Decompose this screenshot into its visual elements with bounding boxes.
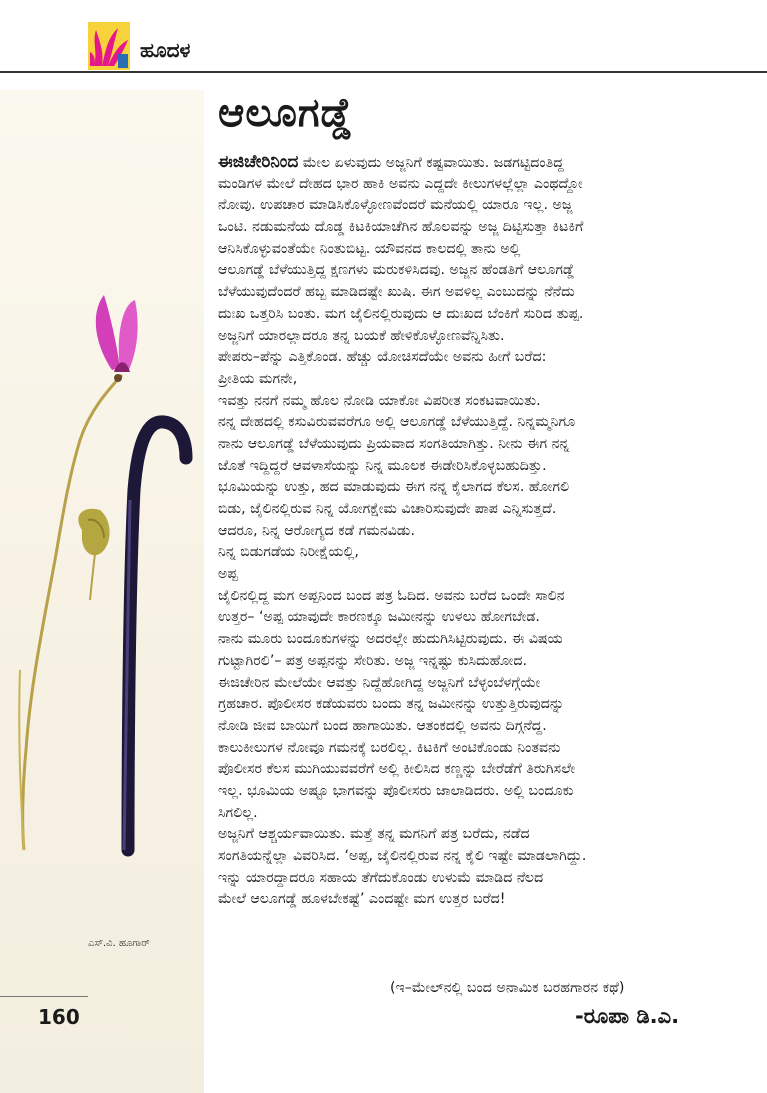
article-line: ಆನಿಸಿಕೊಳ್ಳುವಂತೆಯೇ ನಿಂತುಬಿಟ್ಟ. ಯೌವನದ ಕಾಲದಲ್ಲಿ ತಾನು ಅಲ್ಲಿ — [218, 240, 521, 257]
article-line: ಸಂಗತಿಯನ್ನೆಲ್ಲಾ ವಿವರಿಸಿದ. ‘ಅಪ್ಪ, ಜೈಲಿನಲ್ಲಿರುವ ನನ್ನ ಕೈಲಿ ಇಷ್ಟೇ ಮಾಡಲಾಗಿದ್ದು. — [218, 848, 587, 864]
section-title: ಹೂದಳ — [140, 38, 191, 62]
article-line: ಗ್ರಹಚಾರ. ಪೊಲೀಸರ ಕಡೆಯವರು ಬಂದು ತನ್ನ ಜಮೀನನ್ನು ಉತ್ತುತ್ತಿರುವುದನ್ನು — [218, 696, 565, 713]
article-line — [218, 911, 713, 933]
article-line: ಇವತ್ತು ನನಗೆ ನಮ್ಮ ಹೊಲ ನೋಡಿ ಯಾಕೋ ವಿಪರೀತ ಸಂಕಟವಾಯಿತು. — [218, 392, 541, 409]
article-line: ಅಪ್ಪ — [218, 566, 238, 583]
article-line: ಆದರೂ, ನಿನ್ನ ಆರೋಗ್ಯದ ಕಡೆ ಗಮನವಿಡು. — [218, 522, 415, 539]
article-line: ಮಂಡಿಗಳ ಮೇಲೆ ದೇಹದ ಭಾರ ಹಾಕಿ ಅವನು ಎದ್ದದೇ ಕೀಲುಗಳಲ್ಲೆಲ್ಲಾ ಎಂಥದ್ದೋ — [218, 175, 583, 192]
article-line: ಉತ್ತರ– ‘ಅಪ್ಪ ಯಾವುದೇ ಕಾರಣಕ್ಕೂ ಜಮೀನನ್ನು ಉಳಲು ಹೋಗಬೇಡ. — [218, 609, 540, 626]
article-line: ಗುಟ್ಟಾಗಿರಲಿ’– ಪತ್ರ ಅಪ್ಪನನ್ನು ಸೇರಿತು. ಅಜ್ಜ ಇನ್ನಷ್ಟು ಕುಸಿದುಹೋದ. — [218, 652, 528, 669]
article-line: ನನ್ನ ದೇಹದಲ್ಲಿ ಕಸುವಿರುವವರೆಗೂ ಅಲ್ಲಿ ಆಲೂಗಡ್ಡೆ ಬೆಳೆಯುತ್ತಿದ್ದೆ. ನಿನ್ನಮ್ಮನಿಗೂ — [218, 414, 576, 431]
article-line: ನಾನು ಆಲೂಗಡ್ಡೆ ಬೆಳೆಯುವುದು ಪ್ರಿಯವಾದ ಸಂಗತಿಯಾಗಿತ್ತು. ನೀನು ಈಗ ನನ್ನ — [218, 435, 570, 452]
page-number-divider — [0, 996, 88, 997]
article-line: ಈಜಿಚೇರಿನ ಮೇಲೆಯೇ ಆವತ್ತು ನಿದ್ದೆಹೋಗಿದ್ದ ಅಜ್ಜನಿಗೆ ಬೆಳ್ಳಂಬೆಳಗ್ಗೆಯೇ — [218, 674, 541, 691]
article-line: ಇಲ್ಲ. ಭೂಮಿಯ ಅಷ್ಟೂ ಭಾಗವನ್ನು ಪೊಲೀಸರು ಜಾಲಾಡಿದರು. ಅಲ್ಲಿ ಬಂದೂಕು — [218, 782, 574, 799]
lead-word: ಈಜಿಚೇರಿನಿಂದ — [218, 152, 299, 172]
article-line: ಪ್ರೀತಿಯ ಮಗನೇ, — [218, 370, 298, 387]
article-line: ನೋಡಿ ಜೀವ ಬಾಯಿಗೆ ಬಂದ ಹಾಗಾಯಿತು. ಆತಂಕದಲ್ಲಿ ಅವನು ದಿಗ್ಗನೆದ್ದ. — [218, 717, 547, 734]
article-line — [218, 152, 713, 174]
article-line: ದುಃಖ ಒತ್ತರಿಸಿ ಬಂತು. ಮಗ ಜೈಲಿನಲ್ಲಿರುವುದು ಆ ದುಃಖದ ಬೆಂಕಿಗೆ ಸುರಿದ ತುಪ್ಪ. — [218, 305, 584, 322]
article-line-text: ಮೇಲ ಏಳುವುದು ಅಜ್ಜನಿಗೆ ಕಷ್ಟವಾಯಿತು. ಜಡಗಟ್ಟಿದಂತಿದ್ದ — [298, 155, 564, 171]
article-line: ಮೇಲೆ ಆಲೂಗಡ್ಡೆ ಹೂಳಬೇಕಷ್ಟೆ’ ಎಂದಷ್ಟೇ ಮಗ ಉತ್ತರ ಬರೆದ! — [218, 891, 506, 908]
article-line: ಒಂಟಿ. ನಡುಮನೆಯ ದೊಡ್ಡ ಕಿಟಕಿಯಾಚೆಗಿನ ಹೊಲವನ್ನು ಅಜ್ಜ ದಿಟ್ಟಿಸುತ್ತಾ ಕಿಟಕಿಗೆ — [218, 219, 584, 236]
article-line: ಕಾಲುಕೀಲುಗಳ ನೋವೂ ಗಮನಕ್ಕೆ ಬರಲಿಲ್ಲ. ಕಿಟಕಿಗೆ ಅಂಟಿಕೊಂಡು ನಿಂತವನು — [218, 739, 561, 756]
article-line: ಇನ್ನು ಯಾರದ್ದಾದರೂ ಸಹಾಯ ತೆಗೆದುಕೊಂಡು ಉಳುಮೆ ಮಾಡಿದ ನೆಲದ — [218, 869, 544, 886]
article-title: ಆಲೂಗಡ್ಡೆ — [218, 90, 354, 136]
illustration-panel — [0, 90, 204, 1093]
article-line: ನಿನ್ನ ಬಿಡುಗಡೆಯ ನಿರೀಕ್ಷೆಯಲ್ಲಿ, — [218, 544, 359, 561]
header-divider — [0, 71, 767, 73]
article-line: ಜೊತೆ ಇದ್ದಿದ್ದರೆ ಆವಳಾಸೆಯನ್ನು ನಿನ್ನ ಮೂಲಕ ಈಡೇರಿಸಿಕೊಳ್ಳಬಹುದಿತ್ತು. — [218, 457, 547, 474]
article-line: ಬೆಳೆಯುವುದೆಂದರೆ ಹಬ್ಬ ಮಾಡಿದಷ್ಟೇ ಖುಷಿ. ಈಗ ಅವಳಿಲ್ಲ ಎಂಬುದನ್ನು ನೆನೆದು — [218, 284, 575, 301]
source-note: (ಇ–ಮೇಲ್‌ನಲ್ಲಿ ಬಂದ ಅನಾಮಿಕ ಬರಹಗಾರನ ಕಥೆ) — [390, 980, 625, 996]
illustration-credit: ಎಸ್.ವಿ. ಹೂಗಾರ್ — [88, 938, 150, 949]
article-line: ನಾನು ಮೂರು ಬಂದೂಕುಗಳನ್ನು ಅದರಲ್ಲೇ ಹುದುಗಿಸಿಟ್ಟಿರುವುದು. ಈ ವಿಷಯ — [218, 631, 563, 648]
flower-logo-icon — [88, 22, 130, 70]
article-line: ನೋವು. ಉಪಚಾರ ಮಾಡಿಸಿಕೊಳ್ಳೋಣವೆಂದರೆ ಮನೆಯಲ್ಲಿ ಯಾರೂ ಇಲ್ಲ. ಅಜ್ಜ — [218, 197, 573, 214]
article-line: ಜೈಲಿನಲ್ಲಿದ್ದ ಮಗ ಅಪ್ಪನಿಂದ ಬಂದ ಪತ್ರ ಓದಿದ. ಅವನು ಬರೆದ ಒಂದೇ ಸಾಲಿನ — [218, 587, 565, 604]
article-line: ಅಜ್ಜನಿಗೆ ಯಾರಲ್ಲಾದರೂ ತನ್ನ ಬಯಕೆ ಹೇಳಿಕೊಳ್ಳೋಣವೆನ್ನಿಸಿತು. — [218, 327, 505, 344]
page-number: 160 — [38, 1005, 80, 1029]
article-line: ಸಿಗಲಿಲ್ಲ. — [218, 804, 258, 821]
article-line: ಭೂಮಿಯನ್ನು ಉತ್ತು, ಹದ ಮಾಡುವುದು ಈಗ ನನ್ನ ಕೈಲಾಗದ ಕೆಲಸ. ಹೋಗಲಿ — [218, 479, 570, 496]
article-body — [218, 152, 713, 933]
author-name: -ರೂಪಾ ಡಿ.ಎ. — [575, 1004, 680, 1028]
article-line: ಆಲೂಗಡ್ಡೆ ಬೆಳೆಯುತ್ತಿದ್ದ ಕ್ಷಣಗಳು ಮರುಕಳಿಸಿದವು. ಅಜ್ಜನ ಹೆಂಡತಿಗೆ ಆಲೂಗಡ್ಡೆ — [218, 262, 575, 279]
article-line: ಬಿಡು, ಜೈಲಿನಲ್ಲಿರುವ ನಿನ್ನ ಯೋಗಕ್ಷೇಮ ವಿಚಾರಿಸುವುದೇ ಪಾಪ ಎನ್ನಿಸುತ್ತದೆ. — [218, 501, 557, 517]
article-line: ಅಜ್ಜನಿಗೆ ಆಶ್ಚರ್ಯವಾಯಿತು. ಮತ್ತೆ ತನ್ನ ಮಗನಿಗೆ ಪತ್ರ ಬರೆದು, ನಡೆದ — [218, 826, 530, 843]
article-line: ಪೇಪರು–ಪೆನ್ನು ಎತ್ತಿಕೊಂಡ. ಹೆಚ್ಚು ಯೋಚಿಸದೆಯೇ ಅವನು ಹೀಗೆ ಬರೆದ: — [218, 349, 547, 366]
article-line: ಪೊಲೀಸರ ಕೆಲಸ ಮುಗಿಯುವವರೆಗೆ ಅಲ್ಲಿ ಕೀಲಿಸಿದ ಕಣ್ಣನ್ನು ಬೇರೆಡೆಗೆ ತಿರುಗಿಸಲೇ — [218, 761, 576, 778]
